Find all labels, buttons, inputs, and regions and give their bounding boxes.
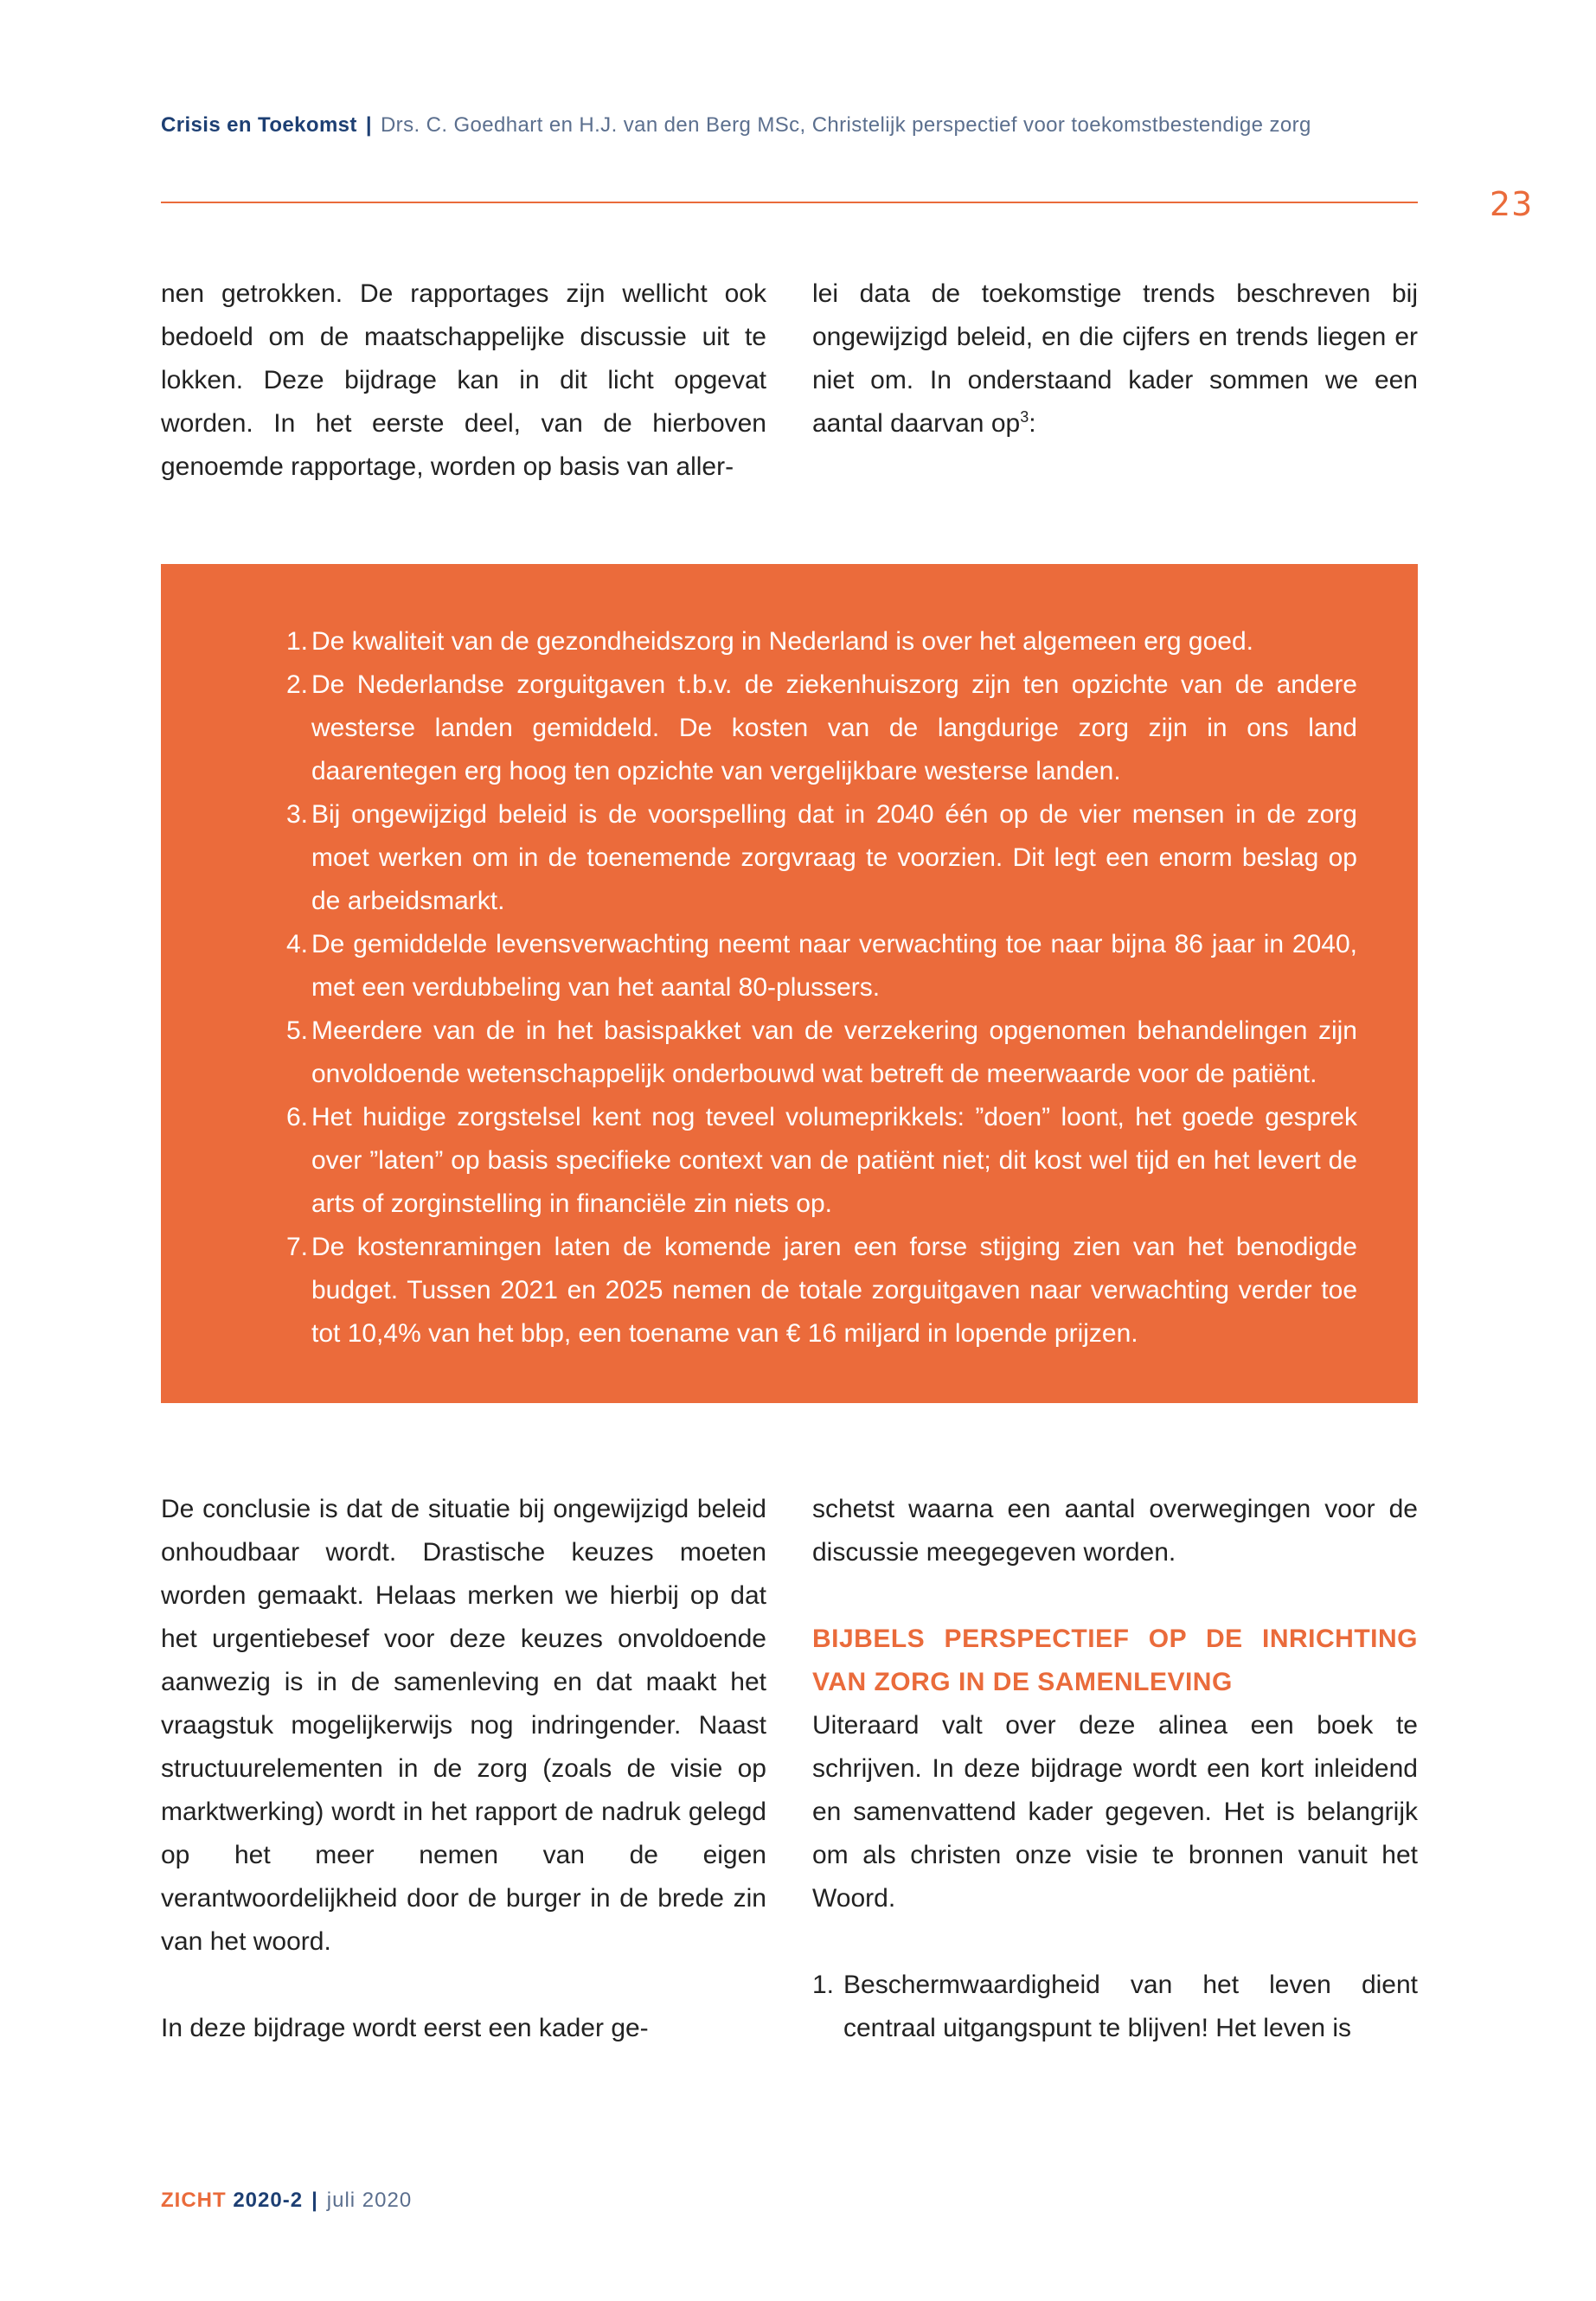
key-fact-item [221,793,1357,923]
key-fact-text: Het huidige zorgstelsel kent nog teveel volumeprikkels: ”doen” loont, het goede gesprek over ”laten” op basis specifieke context van de patiënt niet; dit kost wel tijd en het levert de arts of zorginstelling in financiële zin niets op. [311,1103,1357,1218]
key-fact-item [221,923,1357,1009]
intro-right-column [812,272,1418,445]
footer-date: juli 2020 [326,2189,413,2212]
key-facts-list [221,620,1357,1356]
key-fact-text: Bij ongewijzigd beleid is de voorspelling dat in 2040 één op de vier mensen in de zorg moet werken om in de toenemende zorgvraag te voorzien. Dit legt een enorm beslag op de arbeidsmarkt. [311,800,1357,915]
key-facts-box [161,564,1418,1403]
lower-left-column [161,1488,766,2050]
key-fact-number: 5. [285,1016,308,1045]
key-fact-item [221,620,1357,663]
intro-left-paragraph: nen getrokken. De rapportages zijn wellicht ook bedoeld om de maatschappelijke discussie uit te lokken. Deze bijdrage kan in dit licht opgevat worden. In het eerste deel, van de hierboven genoemde rapportage, worden op basis van aller- [161,279,766,481]
key-fact-text: De kostenramingen laten de komende jaren een forse stijging zien van het benodigde budget. Tussen 2021 en 2025 nemen de totale zorguitgaven naar verwachting verder toe tot 10,4% van het bbp, een toename van € 16 miljard in lopende prijzen. [311,1233,1357,1348]
key-fact-text: De Nederlandse zorguitgaven t.b.v. de ziekenhuiszorg zijn ten opzichte van de andere westerse landen gemiddeld. De kosten van de langdurige zorg zijn in ons land daarentegen erg hoog ten opzichte van vergelijkbare westerse landen. [311,670,1357,785]
key-fact-item [221,1096,1357,1226]
framework-continued-paragraph: schetst waarna een aantal overwegingen voor de discussie meegegeven worden. [812,1495,1418,1567]
header-brand: Crisis en Toekomst [161,113,357,137]
key-fact-text: Meerdere van de in het basispakket van de verzekering opgenomen behandelingen zijn onvoldoende wetenschappelijk onderbouwd wat betreft de meerwaarde voor de patiënt. [311,1016,1357,1088]
principle-list-item [812,1964,1418,2050]
list-item-number: 1. [812,1971,835,1999]
key-fact-number: 4. [285,930,308,958]
key-fact-number: 7. [285,1233,308,1261]
conclusion-paragraph: De conclusie is dat de situatie bij ongewijzigd beleid onhoudbaar wordt. Drastische keuzes moeten worden gemaakt. Helaas merken we hierbij op dat het urgentiebesef voor deze keuzes onvoldoende aanwezig is in de samenleving en dat maakt het vraagstuk mogelijkerwijs nog indringender. Naast structuurelementen in de zorg (zoals de visie op marktwerking) wordt in het rapport de nadruk gelegd op het meer nemen van de eigen verantwoordelijkheid door de burger in de brede zin van het woord. [161,1495,766,1956]
intro-right-paragraph: lei data de toekomstige trends beschreven bij ongewijzigd beleid, en die cijfers en trends liegen er niet om. In onderstaand kader sommen we een aantal daarvan $op^3$: [812,279,1418,438]
header-byline: Drs. C. Goedhart en H.J. van den Berg MSc, Christelijk perspectief voor toekomstbestendige zorg [380,113,1311,137]
page-number: 23 [1490,185,1534,223]
key-fact-number: 6. [285,1103,308,1131]
section-intro-paragraph: Uiteraard valt over deze alinea een boek te schrijven. In deze bijdrage wordt een kort inleidend en samenvattend kader gegeven. Het is belangrijk om als christen onze visie te bronnen vanuit het Woord. [812,1711,1418,1913]
key-fact-text: De kwaliteit van de gezondheidszorg in Nederland is over het algemeen erg goed. [311,627,1254,656]
key-fact-text: De gemiddelde levensverwachting neemt naar verwachting toe naar bijna 86 jaar in 2040, met een verdubbeling van het aantal 80-plussers. [311,930,1357,1002]
key-fact-number: 3. [285,800,308,829]
header-separator: | [365,113,372,137]
section-heading: BIJBELS PERSPECTIEF OP DE INRICHTING VAN ZORG IN DE SAMENLEVING [812,1625,1418,1696]
key-fact-number: 2. [285,670,308,699]
framework-paragraph: In deze bijdrage wordt eerst een kader ge- [161,2014,649,2042]
footnote-ref: 3 [1020,408,1029,426]
running-header [161,113,1424,138]
footer-issue: 2020-2 [233,2189,304,2212]
key-fact-number: 1. [285,627,308,656]
key-fact-item [221,1226,1357,1356]
footer-magazine: ZICHT [161,2189,227,2212]
key-fact-item [221,1009,1357,1096]
footer-separator: | [311,2189,318,2212]
list-item-text: Beschermwaardigheid van het leven dient centraal uitgangspunt te blijven! Het leven is [843,1971,1418,2042]
header-rule [161,202,1418,203]
running-footer [161,2189,412,2213]
lower-right-column [812,1488,1418,2050]
key-fact-item [221,663,1357,793]
intro-left-column [161,272,766,489]
